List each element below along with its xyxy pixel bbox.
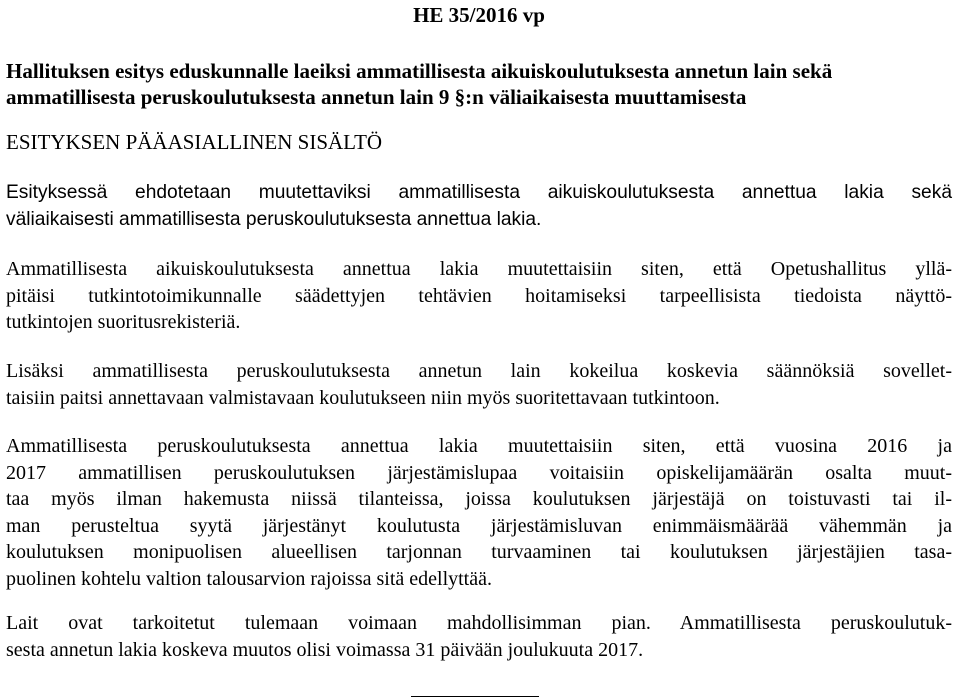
paragraph-line: Ammatillisesta peruskoulutuksesta annettua lakia muutettaisiin siten, että vuosina 2016 ja [6, 435, 952, 457]
paragraph-line: taa myös ilman hakemusta niissä tilanteissa, joissa koulutuksen järjestäjä on toistuvasti tai il- [6, 488, 952, 510]
paragraph-line: Lait ovat tarkoitetut tulemaan voimaan mahdollisimman pian. Ammatillisesta peruskoulutuk- [6, 612, 952, 634]
paragraph-line: taisiin paitsi annettavaan valmistavaan koulutukseen niin myös suoritettavaan tutkintoon. [6, 386, 720, 409]
paragraph-adult-education [6, 256, 952, 336]
document-id: HE 35/2016 vp [413, 3, 545, 27]
paragraph-line: väliaikaisesti ammatillisesta peruskoulutuksesta annettua lakia. [6, 208, 542, 230]
paragraph-line: Lisäksi ammatillisesta peruskoulutuksesta annetun lain kokeilua koskevia säännöksiä sovellet- [6, 360, 952, 382]
paragraph-summary [6, 180, 952, 233]
paragraph-line: Ammatillisesta aikuiskoulutuksesta annettua lakia muutettaisiin siten, että Opetushallitus yllä- [6, 258, 952, 280]
paragraph-line: puolinen kohtelu valtion talousarvion rajoissa sitä edellyttää. [6, 567, 492, 590]
paragraph-basic-education [6, 433, 952, 592]
paragraph-line: 2017 ammatillisen peruskoulutuksen järjestämislupaa voitaisiin opiskelijamäärän osalta muut- [6, 461, 952, 484]
paragraph-line: tutkintojen suoritusrekisteriä. [6, 311, 241, 333]
section-heading: ESITYKSEN PÄÄASIALLINEN SISÄLTÖ [6, 130, 383, 154]
document-title-line: Hallituksen esitys eduskunnalle laeiksi ammatillisesta aikuiskoulutuksesta annetun lain sekä [6, 59, 833, 83]
paragraph-line: Esityksessä ehdotetaan muutettaviksi ammatillisesta aikuiskoulutuksesta annettua lakia sekä [6, 182, 952, 203]
paragraph-line: koulutuksen monipuolisen alueellisen tarjonnan turvaaminen tai koulutuksen järjestäjien tasa- [6, 541, 952, 563]
document-title [6, 58, 952, 110]
paragraph-line: pitäisi tutkintotoimikunnalle säädettyjen tehtävien hoitamiseksi tarpeellisista tiedoista näyttö- [6, 284, 952, 307]
paragraph-pilot-rules [6, 358, 952, 411]
paragraph-line: sesta annetun lakia koskeva muutos olisi voimassa 31 päivään joulukuuta 2017. [6, 638, 644, 661]
document-title-line: ammatillisesta peruskoulutuksesta annetun lain 9 §:n väliaikaisesta muuttamisesta [6, 85, 747, 109]
paragraph-entry-into-force [6, 610, 952, 663]
section-divider [411, 696, 539, 697]
paragraph-line: man perusteltua syytä järjestänyt koulutusta järjestämisluvan enimmäismäärää vähemmän ja [6, 514, 952, 537]
